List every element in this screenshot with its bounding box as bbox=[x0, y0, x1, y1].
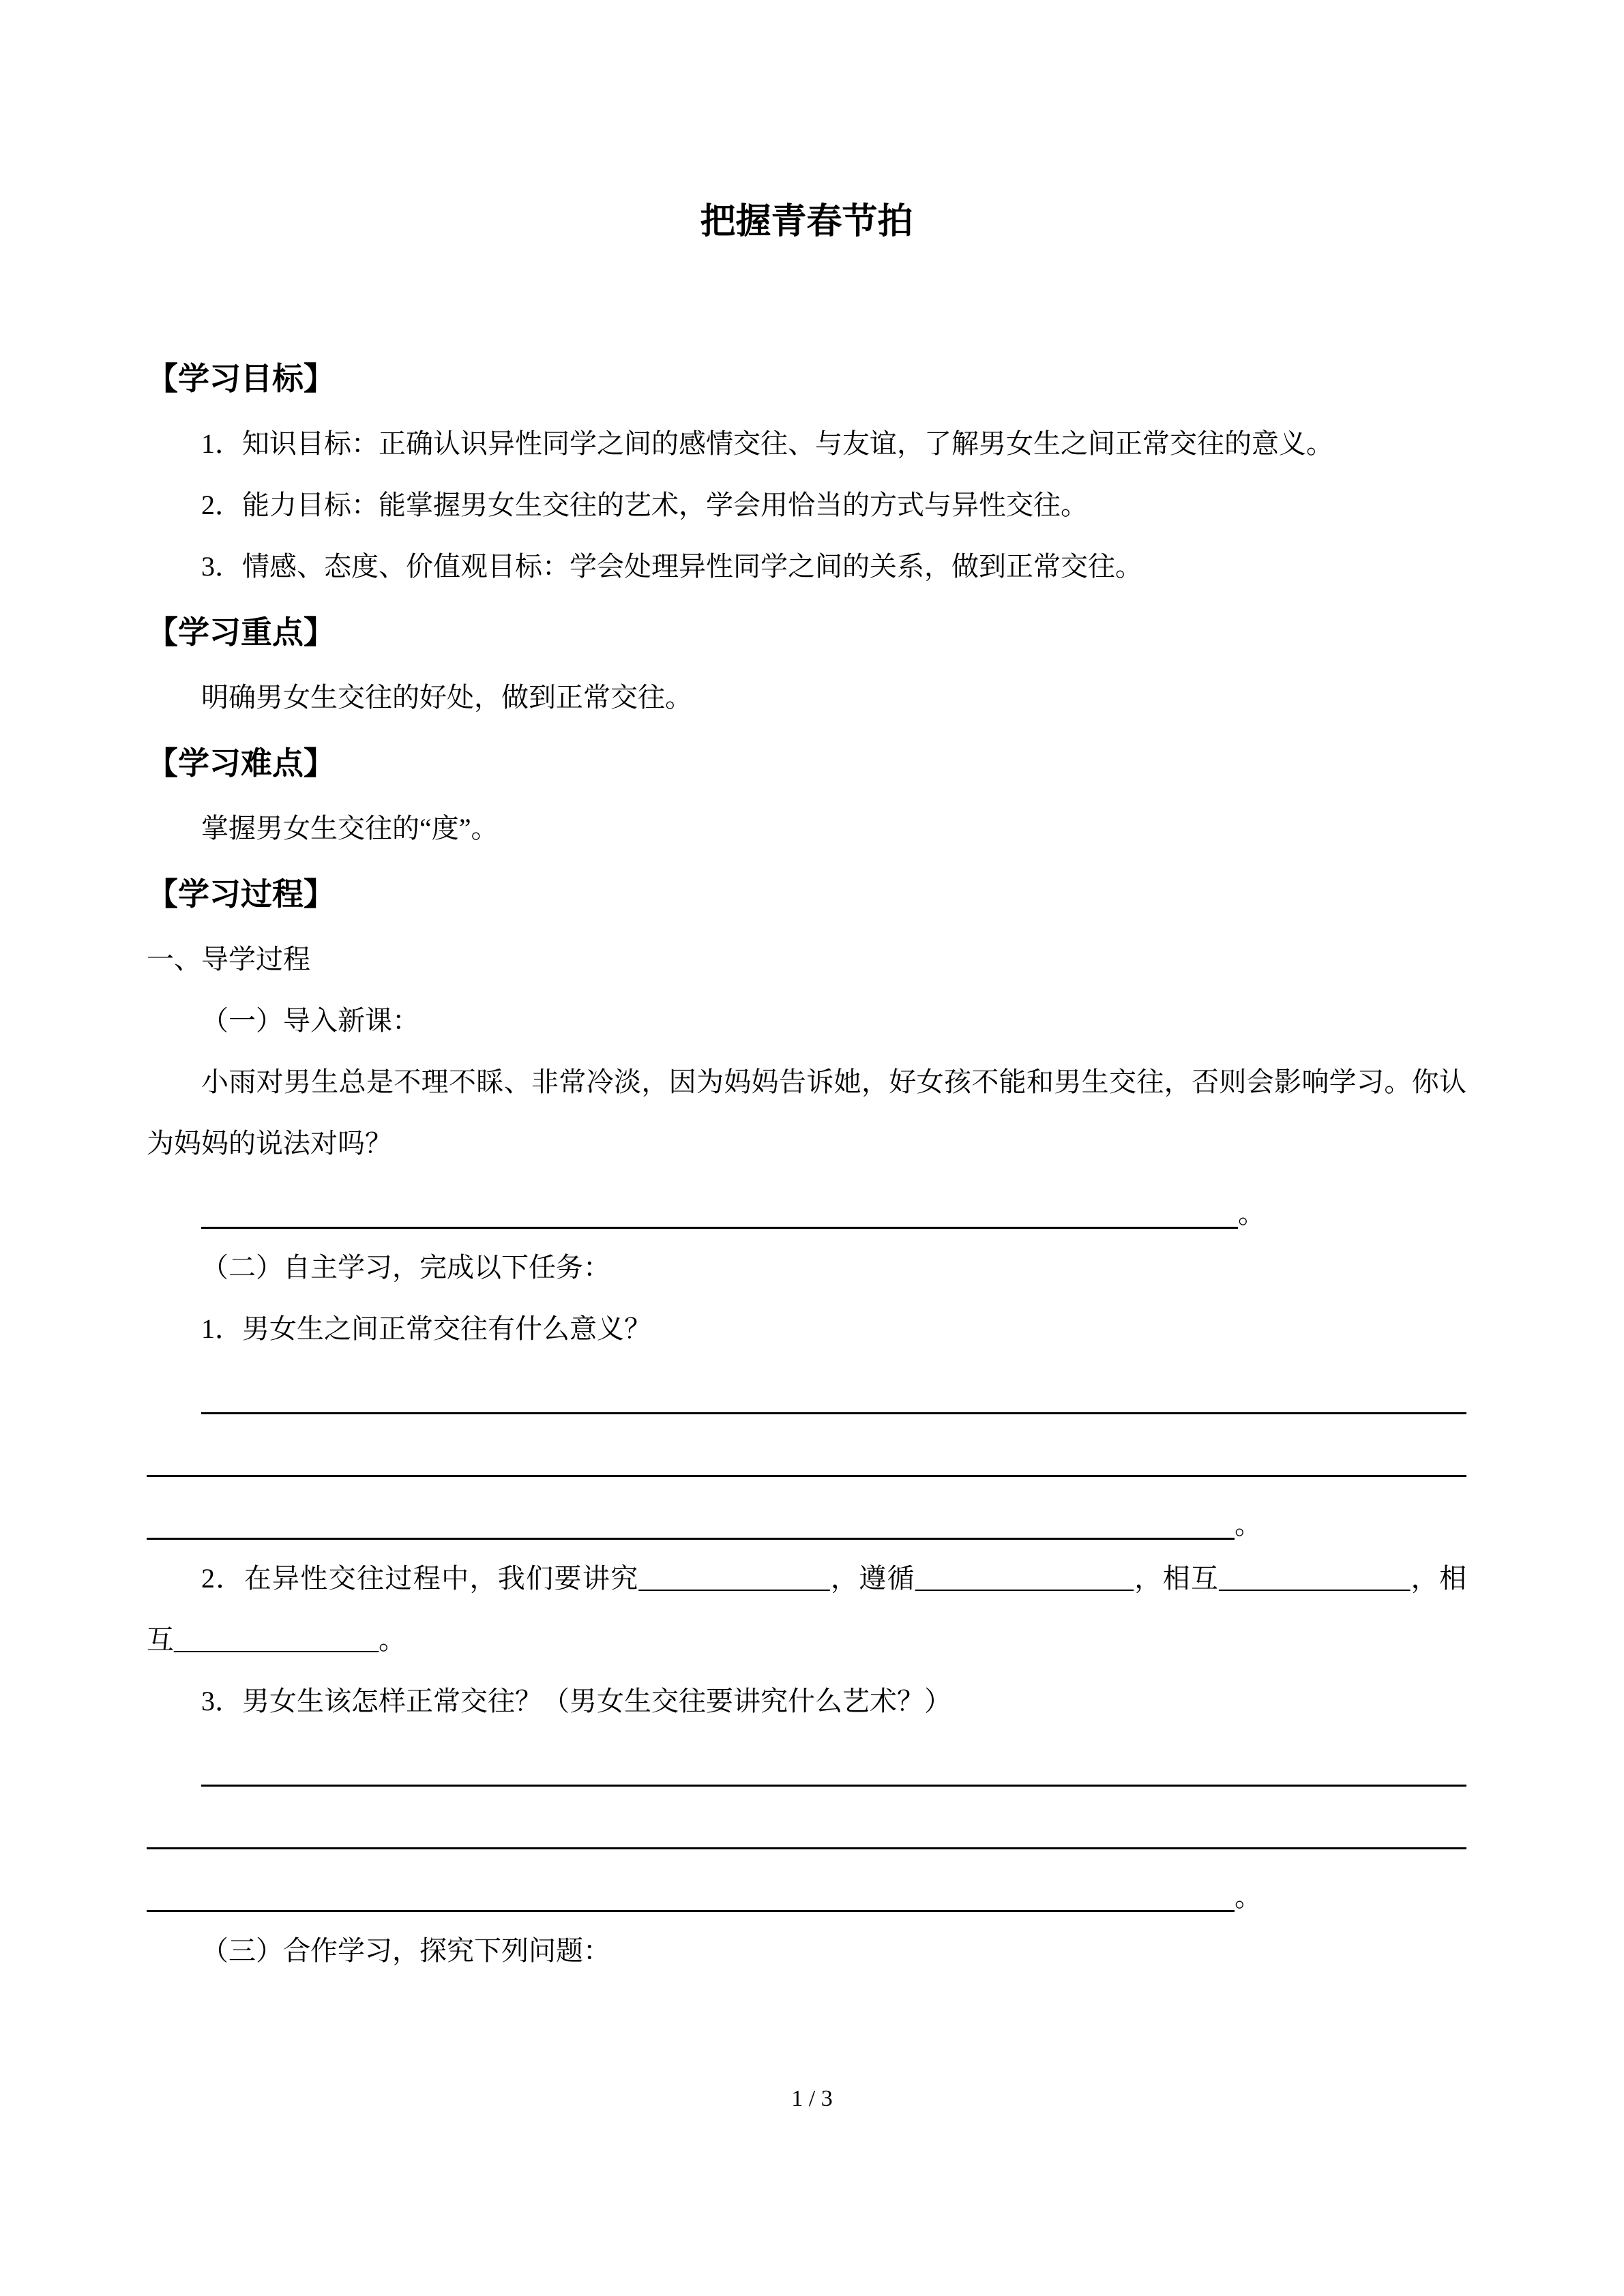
process-part1-heading: 一、导学过程 bbox=[147, 943, 310, 974]
section-header-focus: 【学习重点】 bbox=[147, 614, 335, 650]
answer-line bbox=[147, 1858, 1466, 1920]
page-title: 把握青春节拍 bbox=[700, 203, 913, 241]
answer-line-period: 。 bbox=[1235, 1508, 1262, 1540]
answer-line bbox=[147, 1422, 1466, 1485]
answer-blank-rule bbox=[201, 1188, 1238, 1229]
question-3: 3．男女生该怎样正常交往？（男女生交往要讲究什么艺术？） bbox=[201, 1685, 951, 1716]
answer-line bbox=[147, 1795, 1466, 1858]
section-header-objectives: 【学习目标】 bbox=[147, 361, 335, 396]
answer-line bbox=[147, 1485, 1466, 1548]
answer-line-period: 。 bbox=[1235, 1881, 1262, 1912]
objective-item-2: 2．能力目标：能掌握男女生交往的艺术，学会用恰当的方式与异性交往。 bbox=[201, 489, 1088, 520]
intro-scenario-text: 小雨对男生总是不理不睬、非常冷淡，因为妈妈告诉她，好女孩不能和男生交往，否则会影响学习。你认为妈妈的说法对吗？ bbox=[147, 1066, 1466, 1159]
answer-blank-rule bbox=[147, 1499, 1235, 1540]
objective-item-1: 1．知识目标：正确认识异性同学之间的感情交往、与友谊，了解男女生之间正常交往的意义。 bbox=[201, 428, 1333, 459]
question-2: 2．在异性交往过程中，我们要讲究______________，遵循________________，相互______________，相互_______________。 bbox=[147, 1562, 1466, 1655]
cooperative-study-label: （三）合作学习，探究下列问题： bbox=[201, 1935, 610, 1966]
focus-text: 明确男女生交往的好处，做到正常交往。 bbox=[201, 681, 692, 713]
answer-line bbox=[147, 1732, 1466, 1795]
answer-line bbox=[147, 1360, 1466, 1422]
objective-item-3: 3．情感、态度、价值观目标：学会处理异性同学之间的关系，做到正常交往。 bbox=[201, 550, 1142, 582]
answer-blank-rule bbox=[147, 1436, 1466, 1477]
answer-blank-rule bbox=[201, 1373, 1466, 1414]
section-header-difficulty: 【学习难点】 bbox=[147, 745, 335, 781]
answer-blank-rule bbox=[147, 1871, 1235, 1912]
difficulty-text: 掌握男女生交往的“度”。 bbox=[201, 812, 499, 844]
page-number: 1 / 3 bbox=[791, 2086, 833, 2111]
question-1: 1．男女生之间正常交往有什么意义？ bbox=[201, 1313, 651, 1344]
answer-blank-rule bbox=[201, 1746, 1466, 1787]
section-header-process: 【学习过程】 bbox=[147, 876, 335, 912]
answer-blank-rule bbox=[147, 1808, 1466, 1849]
answer-line bbox=[147, 1174, 1466, 1237]
intro-lesson-label: （一）导入新课： bbox=[201, 1004, 419, 1036]
answer-line-period: 。 bbox=[1238, 1197, 1265, 1229]
self-study-label: （二）自主学习，完成以下任务： bbox=[201, 1251, 610, 1283]
